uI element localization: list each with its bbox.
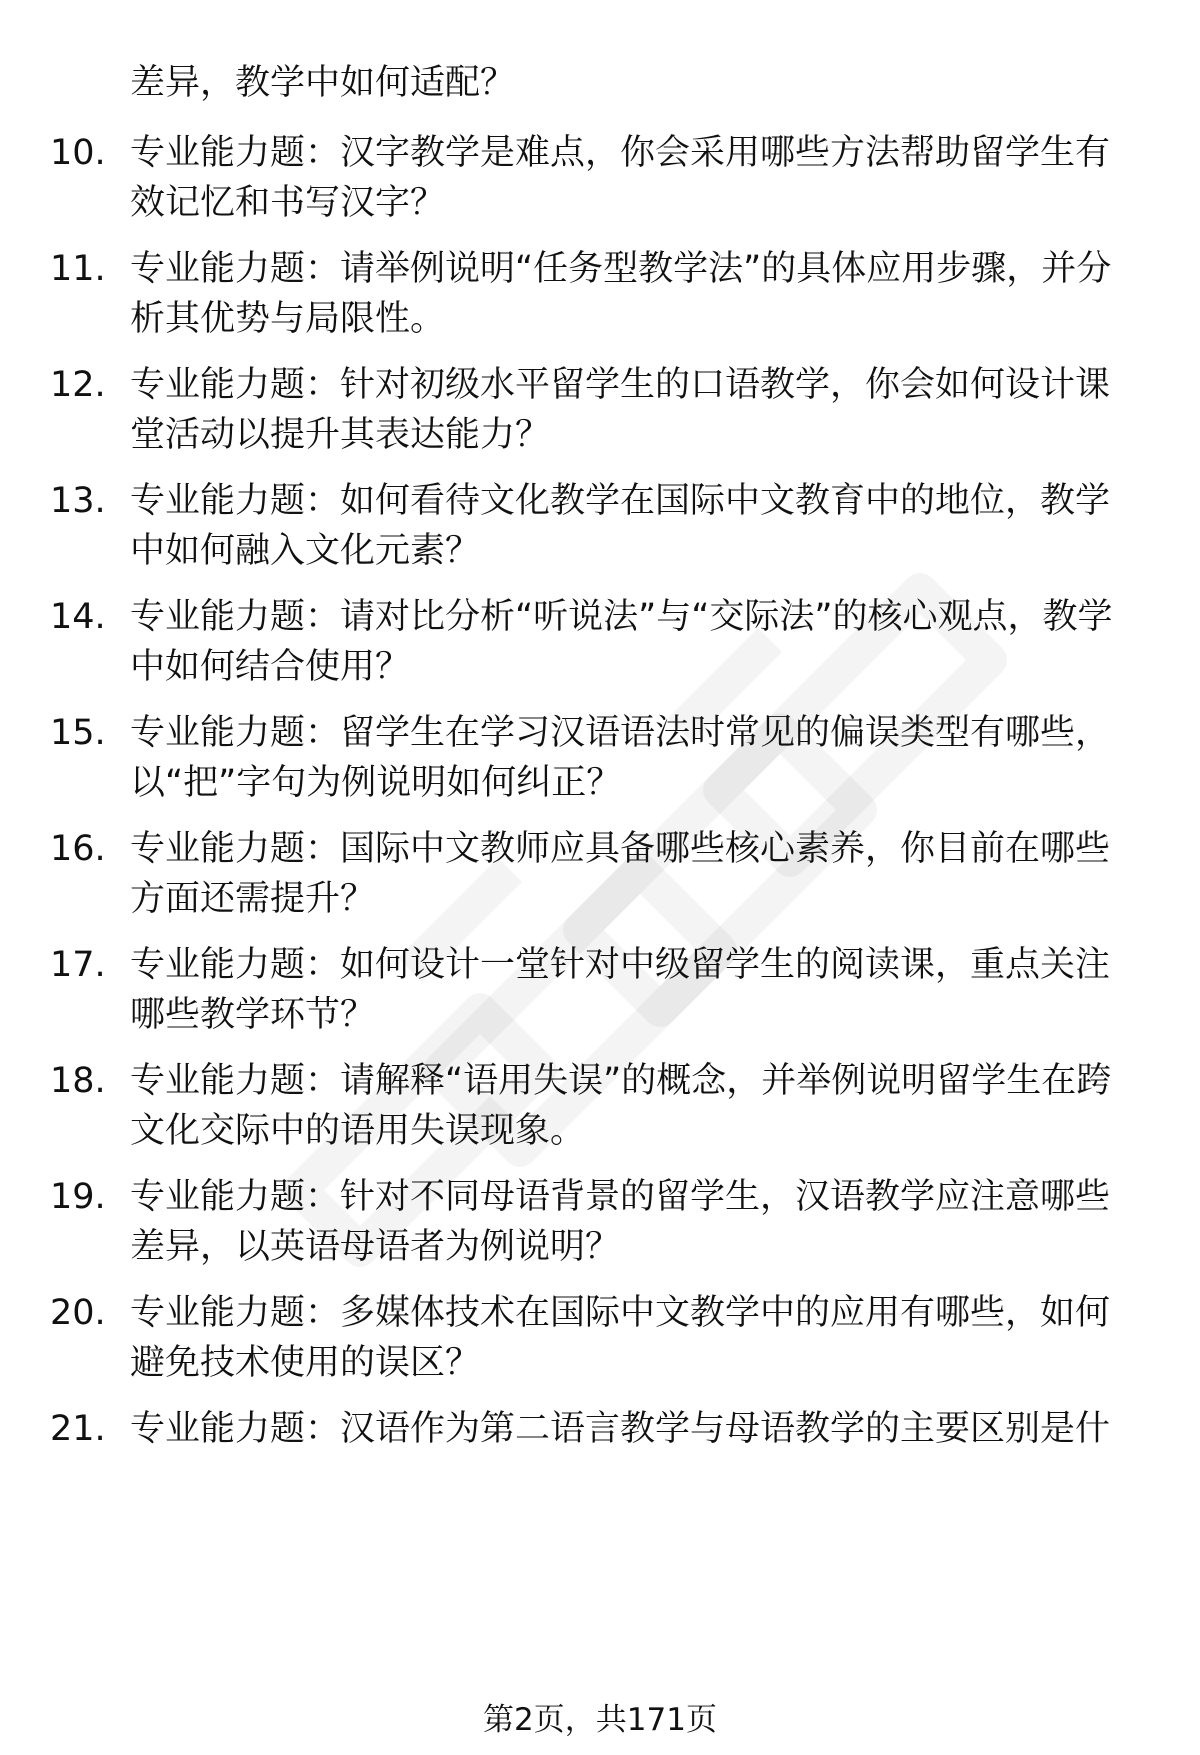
- item-number: 13.: [50, 481, 106, 521]
- item-text: 专业能力题：请解释“语用失误”的概念，并举例说明留学生在跨文化交际中的语用失误现象。: [130, 1061, 1112, 1151]
- item-number: 17.: [50, 945, 106, 985]
- item-number: 15.: [50, 713, 106, 753]
- page-number-footer: 第2页，共171页: [483, 1702, 717, 1738]
- item-number: 12.: [50, 365, 106, 405]
- item-number: 20.: [50, 1293, 106, 1333]
- continued-question-text: 差异，教学中如何适配？: [130, 63, 516, 103]
- item-text: 专业能力题：针对不同母语背景的留学生，汉语教学应注意哪些差异，以英语母语者为例说明？: [130, 1177, 1111, 1267]
- item-text: 专业能力题：如何设计一堂针对中级留学生的阅读课，重点关注哪些教学环节？: [130, 945, 1111, 1035]
- item-text: 专业能力题：请对比分析“听说法”与“交际法”的核心观点，教学中如何结合使用？: [130, 597, 1113, 687]
- item-number: 19.: [50, 1177, 106, 1217]
- item-number: 11.: [50, 249, 106, 289]
- item-text: 专业能力题：如何看待文化教学在国际中文教育中的地位，教学中如何融入文化元素？: [130, 481, 1111, 571]
- item-text: 专业能力题：针对初级水平留学生的口语教学，你会如何设计课堂活动以提升其表达能力？: [130, 365, 1111, 455]
- item-text: 专业能力题：请举例说明“任务型教学法”的具体应用步骤，并分析其优势与局限性。: [130, 249, 1112, 339]
- item-text: 专业能力题：国际中文教师应具备哪些核心素养，你目前在哪些方面还需提升？: [130, 829, 1111, 919]
- item-number: 16.: [50, 829, 106, 869]
- item-text: 专业能力题：留学生在学习汉语语法时常见的偏误类型有哪些，以“把”字句为例说明如何纠正？: [130, 713, 1111, 803]
- item-number: 18.: [50, 1061, 106, 1101]
- item-number: 10.: [50, 133, 106, 173]
- item-text: 专业能力题：多媒体技术在国际中文教学中的应用有哪些，如何避免技术使用的误区？: [130, 1293, 1111, 1383]
- item-number: 21.: [50, 1409, 106, 1449]
- item-number: 14.: [50, 597, 106, 637]
- item-text: 专业能力题：汉字教学是难点，你会采用哪些方法帮助留学生有效记忆和书写汉字？: [130, 133, 1111, 223]
- item-text: 专业能力题：汉语作为第二语言教学与母语教学的主要区别是什: [130, 1409, 1111, 1449]
